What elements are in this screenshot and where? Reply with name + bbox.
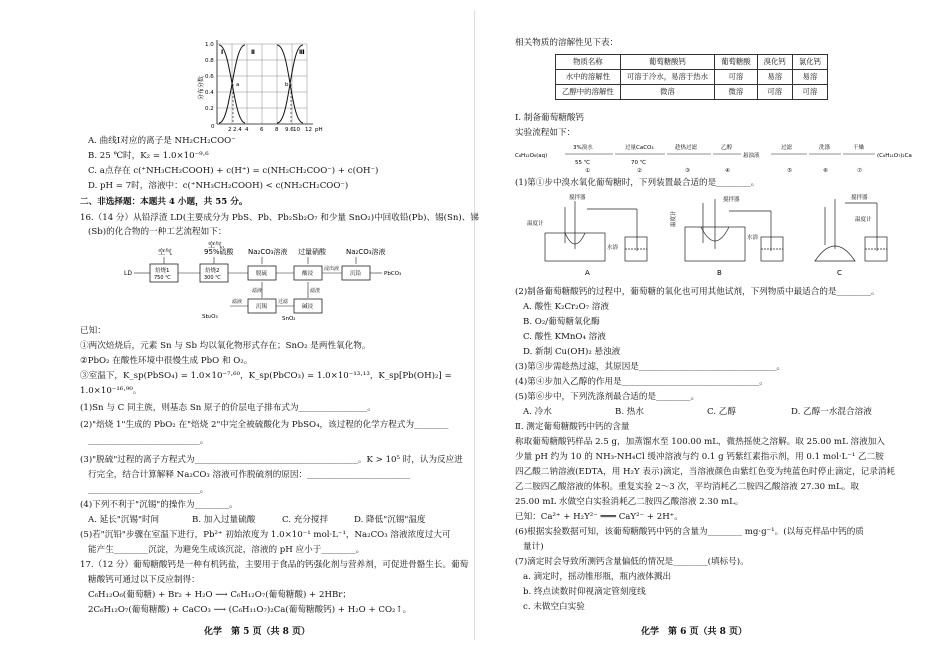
known-2: ②PbO₂ 在酸性环境中很慢生成 PbO 和 O₂。 (80, 356, 253, 366)
curve-3 (277, 45, 303, 123)
q5-option-d: D. 乙醇一水混合溶液 (791, 407, 872, 417)
flow-roast2: 焙烧2 (205, 268, 220, 274)
option-c: C. a点存在 c(⁺NH₃CH₂COOH) + c(H⁺) = c(NH₂CH₂COO⁻) + c(OH⁻) (88, 166, 379, 176)
q7-option-a: a. 滴定时，摇动锥形瓶，瓶内液体溅出 (523, 572, 672, 582)
q16-text-1: 16.（14 分）从铅浮渣 LD(主要成分为 PbS、Pb、Pb₂Sb₂O₇ 和少量 SnO₂)中回收铅(Pb)、锡(Sn)、锑 (80, 213, 479, 223)
option-a: A. 曲线Ⅰ对应的离子是 NH₂CH₂COO⁻ (88, 136, 236, 146)
step-number: ⑤ (787, 168, 792, 174)
y-tick: 0.2 (205, 106, 214, 112)
q16-3a: (3)"脱硫"过程的离子方程式为______________________________________。K > 10⁵ 时，认为反应进 (80, 455, 463, 465)
apparatus-b (685, 199, 783, 261)
q16-4: (4)下列不利于"沉锡"的操作为________。 (80, 500, 238, 510)
q16-2b: __________________________。 (88, 436, 209, 446)
q7-option-b: b. 终点读数时仰视滴定管刻度线 (523, 587, 646, 597)
page-footer-left: 化学 第 5 页（共 8 页） (204, 627, 311, 637)
q16-text-2: (Sb)的化合物的一种工艺流程如下： (88, 227, 227, 237)
flow-residue: 滤渣 (310, 288, 321, 294)
table-cell: 可溶 (757, 85, 792, 100)
solubility-table (555, 54, 828, 100)
table-cell: 易溶 (757, 70, 792, 85)
question-4: (4)第④步加入乙醇的作用是________________________________。 (515, 377, 768, 387)
right-page (475, 0, 950, 655)
flow-roast1: 焙烧1 (155, 268, 170, 274)
q16-4-opt-b: B. 加入过量硫酸 (192, 515, 256, 525)
y-tick: 0.4 (205, 90, 214, 96)
flow-step-5: 过滤 (781, 145, 793, 151)
part-2-heading: Ⅱ. 测定葡萄糖酸钙中钙的含量 (515, 422, 630, 432)
table-cell: 微溶 (620, 85, 714, 100)
question-1: (1)第①步中溴水氧化葡萄糖时，下列装置最合适的是________。 (515, 178, 760, 188)
x-tick: 4 (245, 127, 249, 132)
x-tick: 2.4 (233, 127, 242, 132)
table-cell: 可溶 (792, 85, 827, 100)
procedure-3: 四乙酸二钠溶液(EDTA，用 H₂Y 表示)滴定，当溶液颜色由紫红色变为纯蓝色时停止滴定，记录消耗 (515, 467, 895, 477)
flow-sn: SnO₂ (282, 316, 296, 322)
procedure-1: 称取葡萄糖酸钙样品 2.5 g，加蒸馏水至 100.00 mL，微热摇使之溶解。取 25.00 mL 溶液加入 (515, 437, 885, 447)
question-7: (7)滴定时会导致所测钙含量偏低的情况是________(填标号)。 (515, 557, 749, 567)
flow-filtrate2: 滤液 (232, 299, 243, 305)
y-tick: 0.6 (205, 74, 214, 80)
q2-option-b: B. O₂/葡萄糖氧化酶 (523, 317, 600, 327)
graph-grid (217, 44, 307, 124)
question-6a: (6)根据实验数据可知，该葡萄糖酸钙中钙的含量为________ mg·g⁻¹。(以每克样品中钙的质 (515, 527, 864, 537)
flow-roast1-temp: 750 ℃ (154, 275, 171, 281)
x-tick: 6 (260, 127, 264, 132)
x-ticks (228, 127, 323, 132)
table-header-cell: 葡萄糖酸钙 (620, 55, 714, 70)
label-thermometer-a: 温度计 (527, 221, 544, 227)
q5-option-b: B. 热水 (615, 407, 644, 417)
flow-filter: 过滤 (278, 299, 289, 305)
table-cell: 乙醇中的溶解性 (556, 85, 621, 100)
flow-precip: 沉铅 (350, 271, 362, 277)
equation-1: C₆H₁₂O₆(葡萄糖) + Br₂ + H₂O ⟶ C₆H₁₂O₇(葡萄糖酸) + 2HBr； (88, 590, 351, 600)
part-1-heading: Ⅰ. 制备葡萄糖酸钙 (515, 113, 585, 123)
flow-air-1: 空气 (158, 248, 172, 256)
q2-option-c: C. 酸性 KMnO₄ 溶液 (523, 332, 606, 342)
label-thermometer-b: 温度计 (671, 210, 677, 227)
known-1: ①两次焙烧后，元素 Sn 与 Sb 均以氧化物形式存在；SnO₂ 是两性氧化物。 (80, 341, 371, 351)
procedure-5: 25.00 mL 水做空白实验消耗乙二胺四乙酸溶液 2.30 mL。 (515, 497, 744, 507)
q16-5b: 能产生________沉淀，为避免生成该沉淀，溶液的 pH 应小于________。 (88, 545, 365, 555)
flow-na2co3-2: Na₂CO₃溶液 (346, 248, 386, 256)
flow-sb: Sb₂O₃ (202, 314, 218, 320)
point-labels (236, 82, 289, 88)
table-header-cell: 溴化钙 (757, 55, 792, 70)
q2-option-d: D. 新制 Cu(OH)₂ 悬浊液 (523, 347, 621, 357)
table-row (556, 55, 828, 70)
label-stirrer-a: 搅拌器 (569, 195, 586, 201)
flow-start: C₆H₁₂O₆(aq) (515, 153, 548, 159)
point-label: b (285, 82, 289, 88)
y-tick: 0 (211, 124, 215, 130)
flow-acid2: 过量硝酸 (298, 248, 326, 256)
step-number: ⑥ (823, 168, 828, 174)
q5-option-a: A. 冷水 (523, 407, 552, 417)
y-axis-label: 分布分数 (198, 75, 205, 101)
flow-precip-sn: 沉锡 (256, 304, 268, 310)
page-footer-right: 化学 第 6 页（共 8 页） (641, 627, 748, 637)
q16-1: (1)Sn 与 C 同主族，则基态 Sn 原子的价层电子排布式为________________。 (80, 403, 376, 413)
x-tick: 8 (275, 127, 279, 132)
q16-4-opt-a: A. 延长"沉锡"时间 (88, 515, 160, 525)
apparatus-a (545, 201, 647, 261)
x-tick: 12 (305, 127, 312, 132)
flow-filtrate: 滤液 (252, 288, 263, 294)
q16-3c: __________________________。 (88, 485, 209, 495)
curve-label: Ⅱ (251, 49, 255, 56)
flow-end: (C₆H₁₁O₇)₂Ca (877, 153, 912, 159)
flow-step-4: 乙醇 (721, 145, 733, 151)
flow-roast2-temp: 300 ℃ (204, 275, 221, 281)
flow-air-2: 空气、 (208, 241, 229, 249)
label-water-a: 水浴 (607, 245, 619, 251)
apparatus-label: B (717, 269, 722, 277)
x-tick: 2 (228, 127, 232, 132)
x-unit: pH (315, 127, 323, 132)
x-tick: 9.6 (285, 127, 294, 132)
flow-title: 实验流程如下： (515, 128, 576, 138)
procedure-2: 少量 pH 约为 10 的 NH₃-NH₄Cl 缓冲溶液与约 0.1 g 钙紫红素指示剂，用 0.1 mol·L⁻¹ 乙二胺 (515, 452, 884, 462)
section-heading: 二、非选择题：本题共 4 小题，共 55 分。 (80, 197, 248, 207)
flow-mid: 悬浊液 (743, 153, 760, 159)
question-5: (5)第⑥步中，下列洗涤剂最合适的是________。 (515, 392, 700, 402)
table-cell: 水中的溶解性 (556, 70, 621, 85)
flow-ld: LD (124, 270, 132, 277)
label-water-b: 水浴 (747, 235, 759, 241)
flow-reagent-1-temp: 55 ℃ (575, 160, 590, 166)
table-row (556, 70, 828, 85)
flow-alkali: 碱浸 (302, 304, 314, 310)
curve-label: Ⅲ (299, 49, 305, 56)
flow-reagent-2: 过量CaCO₃ (625, 145, 654, 151)
y-ticks (205, 42, 215, 130)
question-2: (2)制备葡萄糖酸钙的过程中，葡萄糖的氧化也可用其他试剂，下列物质中最适合的是________。 (515, 287, 880, 297)
q16-3b: 行完全，结合计算解释 Na₂CO₃ 溶液可作脱硫剂的原因：________________________ (88, 470, 411, 480)
table-intro: 相关物质的溶解性见下表： (515, 38, 619, 48)
q16-2a: (2)"焙烧 1"生成的 PbO₂ 在"焙烧 2"中完全被硫酸化为 PbSO₄，该过程的化学方程式为________ (80, 420, 449, 430)
flow-step-3: 趁热过滤 (675, 145, 698, 151)
q17-text-2: 糖酸钙可通过以下反应制得： (88, 575, 200, 585)
curve-label: Ⅰ (221, 49, 224, 56)
label-stirrer-b: 搅拌器 (723, 197, 740, 203)
known-label: 已知： (80, 326, 106, 336)
flow-na2co3-1: Na₂CO₃溶液 (248, 248, 288, 256)
table-header-cell: 氯化钙 (792, 55, 827, 70)
y-tick: 1.0 (205, 42, 214, 48)
step-number: ② (637, 168, 642, 174)
y-tick: 0.8 (205, 58, 214, 64)
known-3b: 1.0×10⁻¹⁶·⁹⁰。 (80, 386, 142, 396)
q16-flowchart (120, 240, 420, 322)
q2-option-a: A. 酸性 K₂Cr₂O₇ 溶液 (523, 302, 609, 312)
q16-4-opt-d: D. 降低"沉锡"温度 (354, 515, 426, 525)
distribution-graph (195, 36, 345, 132)
table-cell: 易溶 (792, 70, 827, 85)
q17-text-1: 17.（12 分）葡萄糖酸钙是一种有机钙盐，主要用于食品的钙强化剂与营养剂，可促进骨骼生长。葡萄 (80, 560, 469, 570)
reaction-known: 已知：Ca²⁺ + H₂Y²⁻ ═══ CaY²⁻ + 2H⁺。 (515, 512, 683, 522)
apparatus-diagrams (525, 193, 905, 279)
step-number: ① (585, 168, 590, 174)
table-cell: 微溶 (715, 85, 758, 100)
equation-2: 2C₆H₁₂O₇(葡萄糖酸) + CaCO₃ ⟶ (C₆H₁₁O₇)₂Ca(葡萄糖酸钙) + H₂O + CO₂↑。 (88, 605, 412, 615)
flow-product: PbCO₃ (384, 271, 402, 277)
step-number: ⑦ (857, 168, 862, 174)
flow-step-6: 洗涤 (819, 145, 831, 151)
flow-acidleach: 酸浸 (302, 271, 314, 277)
flow-step-7: 干燥 (853, 145, 865, 151)
apparatus-label: A (585, 269, 590, 277)
table-header-cell: 物质名称 (556, 55, 621, 70)
flow-acid: 95%硫酸 (204, 248, 234, 256)
apparatus-c (815, 199, 887, 261)
step-number: ③ (685, 168, 690, 174)
table-row (556, 85, 828, 100)
known-3a: ③室温下，K_sp(PbSO₄) = 1.0×10⁻⁷·⁶⁰，K_sp(PbCO₃) = 1.0×10⁻¹³·¹³，K_sp[Pb(OH)₂] = (80, 371, 452, 381)
flow-leachate: 浸出液 (324, 266, 340, 272)
q16-4-opt-c: C. 充分搅拌 (282, 515, 329, 525)
flow-reagent-1: 3%溴水 (573, 145, 593, 151)
experiment-flow (515, 140, 920, 174)
table-cell: 可溶于冷水，易溶于热水 (620, 70, 714, 85)
question-3: (3)第③步需趁热过滤，其原因是________________________________。 (515, 362, 785, 372)
procedure-4: 乙二胺四乙酸溶液的体积。重复实验 2～3 次，平均消耗乙二胺四乙酸溶液 27.30 mL。取 (515, 482, 859, 492)
point-label: a (236, 82, 240, 88)
q16-5a: (5)若"沉铅"步骤在室温下进行，Pb²⁺ 初始浓度为 1.0×10⁻¹ mol·L⁻¹，Na₂CO₃ 溶液浓度过大可 (80, 530, 451, 540)
table-header-cell: 葡萄糖酸 (715, 55, 758, 70)
apparatus-label: C (837, 269, 842, 277)
q5-option-c: C. 乙醇 (707, 407, 736, 417)
label-stirrer-c: 搅拌器 (851, 195, 868, 201)
x-tick: 10 (293, 127, 300, 132)
q7-option-c: c. 未做空白实验 (523, 602, 585, 612)
option-b: B. 25 ℃时，K₂ = 1.0×10⁻⁹·⁶ (88, 151, 209, 161)
step-number: ④ (725, 168, 730, 174)
question-6b: 量计) (523, 542, 544, 552)
flow-desulf: 脱硫 (256, 271, 268, 277)
flow-reagent-2-temp: 70 ℃ (631, 160, 646, 166)
label-thermometer-c: 温度计 (855, 217, 872, 223)
option-d: D. pH = 7时，溶液中：c(⁺NH₃CH₂COOH) < c(NH₂CH₂COO⁻) (88, 181, 349, 191)
curve-labels (221, 49, 305, 56)
table-cell: 可溶 (715, 70, 758, 85)
